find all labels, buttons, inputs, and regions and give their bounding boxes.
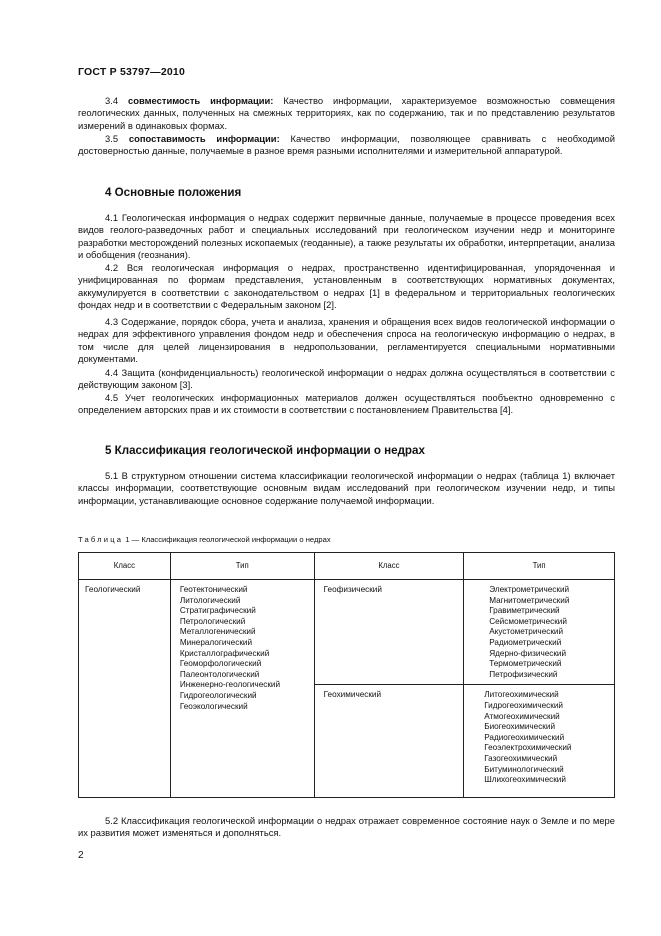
header-class: Класс: [79, 553, 171, 580]
type-item: Электрометрический: [489, 585, 570, 594]
type-item: Ядерно-физический: [489, 648, 567, 658]
clause-number: 3.5: [105, 133, 119, 144]
table-header-row: [79, 553, 615, 580]
class-geophysical: Геофизический: [314, 580, 464, 685]
class-geochemical: Геохимический: [314, 685, 464, 798]
type-item: Гравиметрический: [489, 606, 560, 616]
type-item: Радиометрический: [489, 637, 562, 647]
paragraph-4-2: [78, 262, 615, 312]
definition-text: Качество информации, характеризуемое возможностью совмещения геологических данных, полученных на смежных территориях, как по содержанию, так и по представлению результатов измерений в одинаковых формах.: [78, 95, 615, 131]
table-caption-label: Таблица: [78, 535, 124, 544]
term-comparability: сопоставимость информации:: [128, 133, 280, 144]
type-item: Минералогический: [179, 637, 253, 647]
paragraph-text: 5.1 В структурном отношении система классификации геологической информации о недрах (таблица 1) включает классы информации, соответствующие основным видам исследований при геологическом изучении недр, и типы информации, устанавливающие основное содержание получаемой информации.: [78, 470, 615, 506]
type-item: Гидрогеохимический: [484, 700, 563, 710]
paragraph-text: 4.2 Вся геологическая информация о недрах, пространственно идентифицированная, упорядоченная и унифицированная по формам представления, установленным в соответствующих нормативных документах, аккумулируется в соответствии с законодательством о недрах [1] в федеральном и территориальных геологических фондах недр и в соответствии с Федеральным законом [2].: [78, 262, 615, 311]
clause-number: 3.4: [105, 95, 119, 106]
types-geochemical: [464, 685, 615, 798]
type-item: Литологический: [179, 595, 241, 605]
type-item: Палеонтологический: [179, 669, 260, 679]
paragraph-text: 4.4 Защита (конфиденциальность) геологической информации о недрах должна осуществляться в соответствии с действующим законом [3].: [78, 367, 615, 391]
type-item: Кристаллографический: [179, 648, 270, 658]
type-item: Геотектонический: [179, 585, 248, 594]
paragraph-text: 4.5 Учет геологических информационных материалов должен осуществляться пообъектно одновременно с определением авторских прав и их стоимости в соответствии с постановлением Правительства [4].: [78, 392, 615, 416]
paragraph-text: 4.3 Содержание, порядок сбора, учета и анализа, хранения и обращения всех видов геологической информации о недрах для эффективного управления фондом недр и обеспечения спроса на геологическую информацию о недрах, в том числе для целей лицензирования в недропользовании, регламентируется специальными нормативными документами.: [78, 316, 615, 365]
table-caption: [78, 535, 331, 544]
type-item: Литогеохимический: [484, 690, 559, 700]
paragraph-4-1: [78, 212, 615, 262]
type-item: Магнитометрический: [489, 595, 570, 605]
type-item: Сейсмометрический: [489, 616, 567, 626]
paragraph-3-4: [78, 95, 615, 132]
paragraph-3-5: [78, 133, 615, 158]
section-5-heading: 5 Классификация геологической информации о недрах: [105, 444, 425, 457]
type-item: Инженерно-геологический: [179, 680, 281, 690]
type-item: Радиогеохимический: [484, 732, 565, 742]
type-item: Битуминологический: [484, 764, 564, 774]
definition-text: Качество информации, позволяющее сравнивать с необходимой достоверностью данные, получаемые в разное время разными исполнителями и измерительной аппаратурой.: [78, 133, 615, 157]
type-item: Термометрический: [489, 659, 562, 669]
header-type: Тип: [170, 553, 314, 580]
header-class: Класс: [314, 553, 464, 580]
type-item: Гидрогеологический: [179, 690, 257, 700]
type-item: Биогеохимический: [484, 722, 556, 732]
type-item: Стратиграфический: [179, 606, 256, 616]
table-caption-text: 1 — Классификация геологической информации о недрах: [123, 535, 331, 544]
type-item: Петрологический: [179, 616, 246, 626]
classification-table: [78, 552, 615, 798]
section-4-heading: 4 Основные положения: [105, 186, 242, 199]
paragraph-text: 5.2 Классификация геологической информации о недрах отражает современное состояние наук о Земле и по мере их развития может изменяться и дополняться.: [78, 815, 615, 839]
class-geological: Геологический: [79, 580, 171, 798]
type-item: Петрофизический: [489, 669, 558, 679]
paragraph-4-5: [78, 392, 615, 417]
paragraph-5-1: [78, 470, 615, 507]
term-compatibility: совместимость информации:: [128, 95, 274, 106]
type-item: Шлихогеохимический: [484, 775, 566, 785]
paragraph-4-3: [78, 316, 615, 366]
types-geophysical: [464, 580, 615, 685]
type-item: Металлогенический: [179, 627, 256, 637]
types-geological: [170, 580, 314, 798]
page-number: 2: [78, 850, 84, 861]
paragraph-text: 4.1 Геологическая информация о недрах содержит первичные данные, получаемые в процессе проведения всех видов геолого-разведочных работ и специальных исследований при геологическом изучении недр и мониторинге разработки месторождений полезных ископаемых (геоданные), а также результаты их обработки, интерпретации, анализа и обобщения (геознания).: [78, 212, 615, 261]
type-item: Геоэлектрохимический: [484, 743, 572, 753]
document-header: ГОСТ Р 53797—2010: [78, 66, 186, 78]
header-type: Тип: [464, 553, 615, 580]
type-item: Акустометрический: [489, 627, 564, 637]
type-item: Газогеохимический: [484, 753, 558, 763]
type-item: Геоморфологический: [179, 659, 262, 669]
table-row: [79, 580, 615, 685]
type-item: Атмогеохимический: [484, 711, 560, 721]
type-item: Геоэкологический: [179, 701, 248, 711]
paragraph-5-2: [78, 815, 615, 840]
paragraph-4-4: [78, 367, 615, 392]
